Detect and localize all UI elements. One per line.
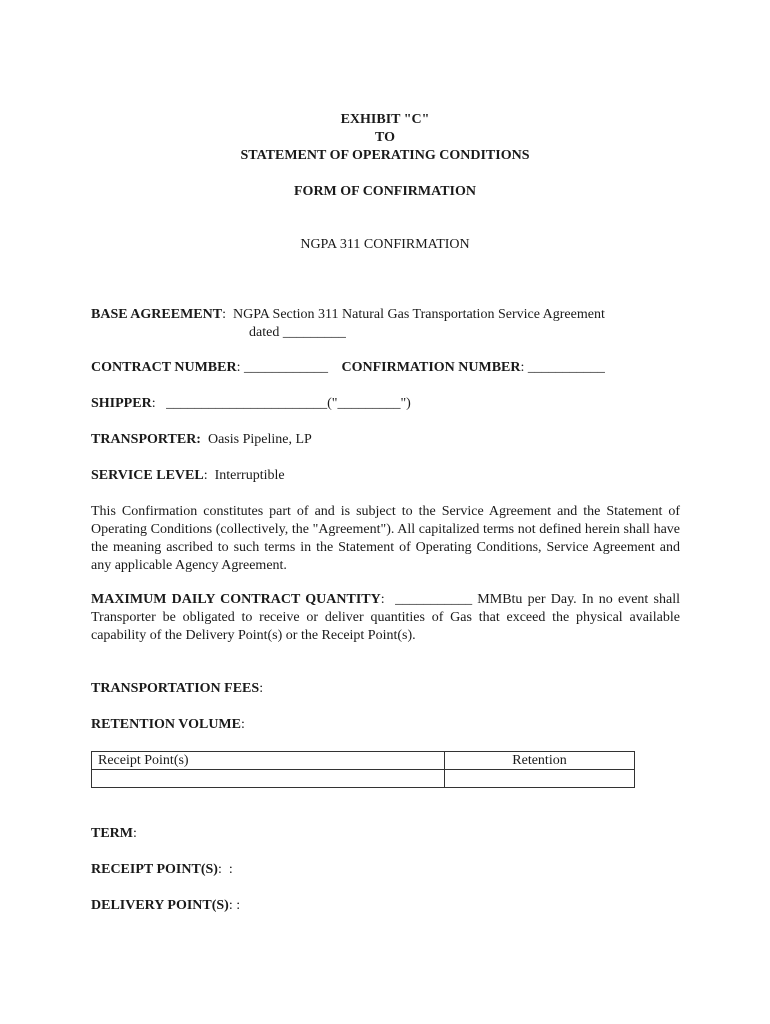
receipt-points-header: Receipt Point(s) — [92, 752, 445, 770]
form-title: FORM OF CONFIRMATION — [294, 184, 476, 199]
exhibit-to: TO — [375, 130, 395, 145]
retention-volume-line: RETENTION VOLUME: — [91, 717, 245, 732]
delivery-points-label: DELIVERY POINT(S) — [91, 898, 229, 913]
retention-table — [91, 751, 635, 788]
transportation-fees-label: TRANSPORTATION FEES — [91, 681, 260, 696]
shipper-label: SHIPPER — [91, 396, 152, 411]
receipt-points-label: RECEIPT POINT(S) — [91, 862, 218, 877]
ngpa-title: NGPA 311 CONFIRMATION — [300, 237, 470, 252]
base-agreement-line: BASE AGREEMENT: NGPA Section 311 Natural Gas Transportation Service Agreement — [91, 307, 605, 322]
receipt-point-cell — [92, 770, 445, 788]
transporter-value: Oasis Pipeline, LP — [207, 432, 312, 447]
service-level-value: Interruptible — [214, 468, 285, 483]
mdcq-paragraph: MAXIMUM DAILY CONTRACT QUANTITY: ___________ MMBtu per Day. In no event shall Transporter be obligated to receive or deliver quantities of Gas that exceed the physical available capability of the Delivery Point(s) or the Receipt Point(s). — [91, 592, 680, 643]
term-label: TERM — [91, 826, 133, 841]
statement-title: STATEMENT OF OPERATING CONDITIONS — [240, 148, 530, 163]
base-agreement-dated: dated _________ — [249, 325, 346, 340]
shipper-line: SHIPPER: _______________________("_________") — [91, 396, 411, 411]
confirmation-number-blank: ___________ — [527, 360, 605, 375]
table-row — [92, 770, 635, 788]
delivery-points-value: : — [236, 898, 241, 913]
retention-header: Retention — [445, 752, 635, 770]
base-agreement-label: BASE AGREEMENT — [91, 307, 223, 322]
confirmation-paragraph: This Confirmation constitutes part of and is subject to the Service Agreement and the Statement of Operating Conditions (collectively, the "Agreement"). All capitalized terms not defined herein shall have the meaning ascribed to such terms in the Statement of Operating Conditions, Service Agreement and any applicable Agency Agreement. — [91, 504, 680, 573]
term-line: TERM: — [91, 826, 137, 841]
service-level-label: SERVICE LEVEL — [91, 468, 204, 483]
transportation-fees-line: TRANSPORTATION FEES: — [91, 681, 264, 696]
exhibit-title: EXHIBIT "C" — [340, 112, 430, 127]
contract-number-line: CONTRACT NUMBER: ____________ CONFIRMATION NUMBER: ___________ — [91, 360, 605, 375]
shipper-value: _______________________("_________") — [166, 396, 411, 411]
transporter-label: TRANSPORTER: — [91, 432, 201, 447]
transporter-line — [91, 431, 312, 449]
retention-volume-label: RETENTION VOLUME — [91, 717, 241, 732]
confirmation-number-label: CONFIRMATION NUMBER — [341, 360, 521, 375]
retention-cell — [445, 770, 635, 788]
contract-number-blank: ____________ — [243, 360, 328, 375]
base-agreement-text: NGPA Section 311 Natural Gas Transportation Service Agreement — [232, 307, 605, 322]
mdcq-label: MAXIMUM DAILY CONTRACT QUANTITY — [91, 592, 381, 607]
receipt-points-line: RECEIPT POINT(S): : — [91, 862, 233, 877]
receipt-points-value: : — [228, 862, 233, 877]
mdcq-text: ___________ MMBtu per Day. In no event shall Transporter be obligated to receive or deliver quantities of Gas that exceed the physical available capability of the Delivery Point(s) or the Receipt Point(s). — [91, 592, 680, 643]
service-level-line: SERVICE LEVEL: Interruptible — [91, 468, 285, 483]
delivery-points-line: DELIVERY POINT(S): : — [91, 898, 241, 913]
contract-number-label: CONTRACT NUMBER — [91, 360, 237, 375]
retention-table-header — [92, 752, 635, 770]
